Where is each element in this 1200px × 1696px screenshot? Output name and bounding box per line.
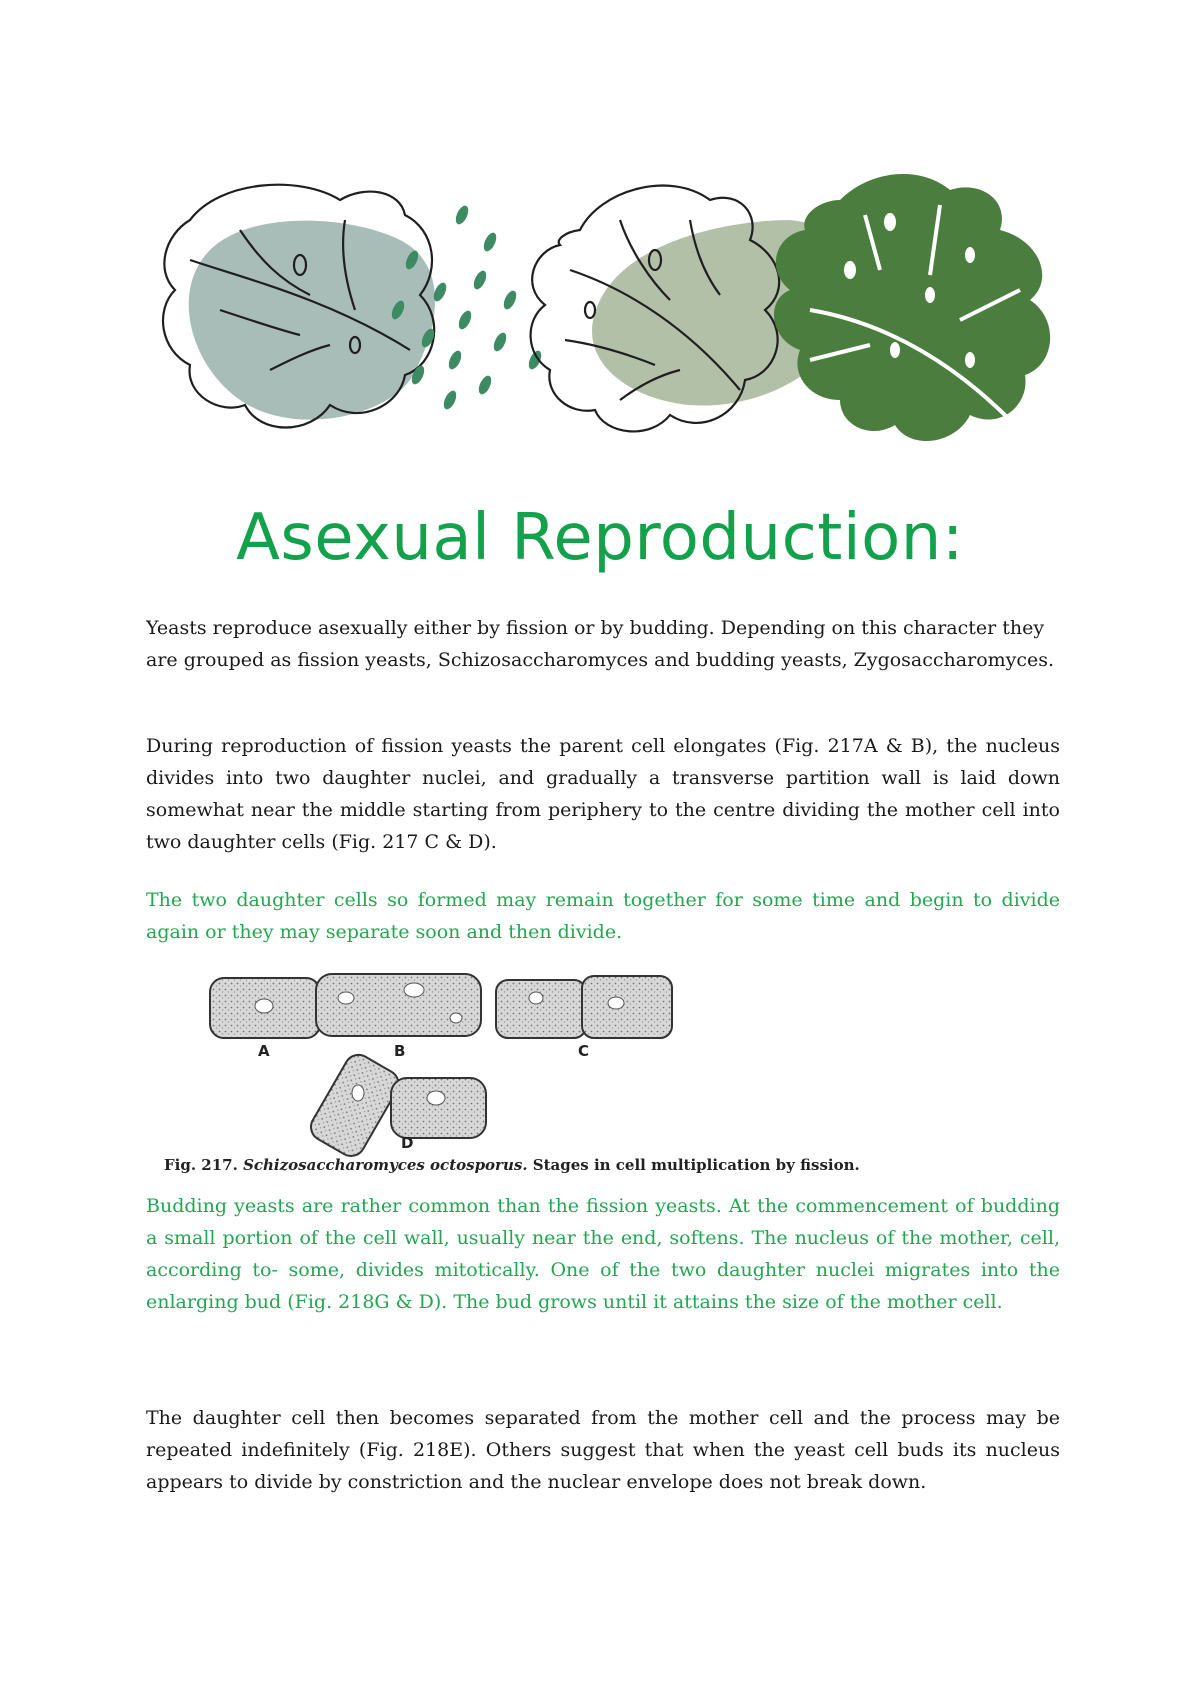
caption-species: Schizosaccharomyces octosporus. [243, 1156, 528, 1174]
cell-b [316, 974, 481, 1036]
label-a: A [258, 1042, 270, 1060]
label-d: D [401, 1134, 414, 1152]
label-b: B [394, 1042, 406, 1060]
caption-prefix: Fig. 217. [164, 1156, 238, 1174]
figure-217 [146, 958, 860, 1174]
cell-a [210, 978, 320, 1038]
paragraph-intro: Yeasts reproduce asexually either by fission or by budding. Depending on this character they are grouped as fission yeasts, Schizosaccharomyces and budding yeasts, Zygosaccharomyces. [146, 617, 1055, 671]
cell-c [496, 976, 672, 1038]
cell-d [306, 1050, 486, 1158]
header-illustration [150, 160, 1080, 460]
paragraph-budding: Budding yeasts are rather common than the fission yeasts. At the commencement of budding a small portion of the cell wall, usually near the end, softens. The nucleus of the mother, cell, according to- some, divides mitotically. One of the two daughter nuclei migrates into the enlarging bud (Fig. 218G & D). The bud grows until it attains the size of the mother cell. [146, 1195, 1060, 1313]
paragraph-separation: The daughter cell then becomes separated from the mother cell and the process may be repeated indefinitely (Fig. 218E). Others suggest that when the yeast cell buds its nucleus appears to divide by constriction and the nuclear envelope does not break down. [146, 1407, 1060, 1493]
label-c: C [578, 1042, 590, 1060]
page-title: Asexual Reproduction: [236, 501, 964, 575]
caption-rest: Stages in cell multiplication by fission. [532, 1156, 860, 1174]
leaf-filled-right-icon [774, 174, 1050, 441]
paragraph-fission: During reproduction of fission yeasts the parent cell elongates (Fig. 217A & B), the nucleus divides into two daughter nuclei, and gradually a transverse partition wall is laid down somewhat near the middle starting from periphery to the centre dividing the mother cell into two daughter cells (Fig. 217 C & D). [146, 735, 1060, 853]
figure-caption [164, 1156, 860, 1174]
paragraph-daughter-cells: The two daughter cells so formed may remain together for some time and begin to divide again or they may separate soon and then divide. [146, 889, 1060, 943]
